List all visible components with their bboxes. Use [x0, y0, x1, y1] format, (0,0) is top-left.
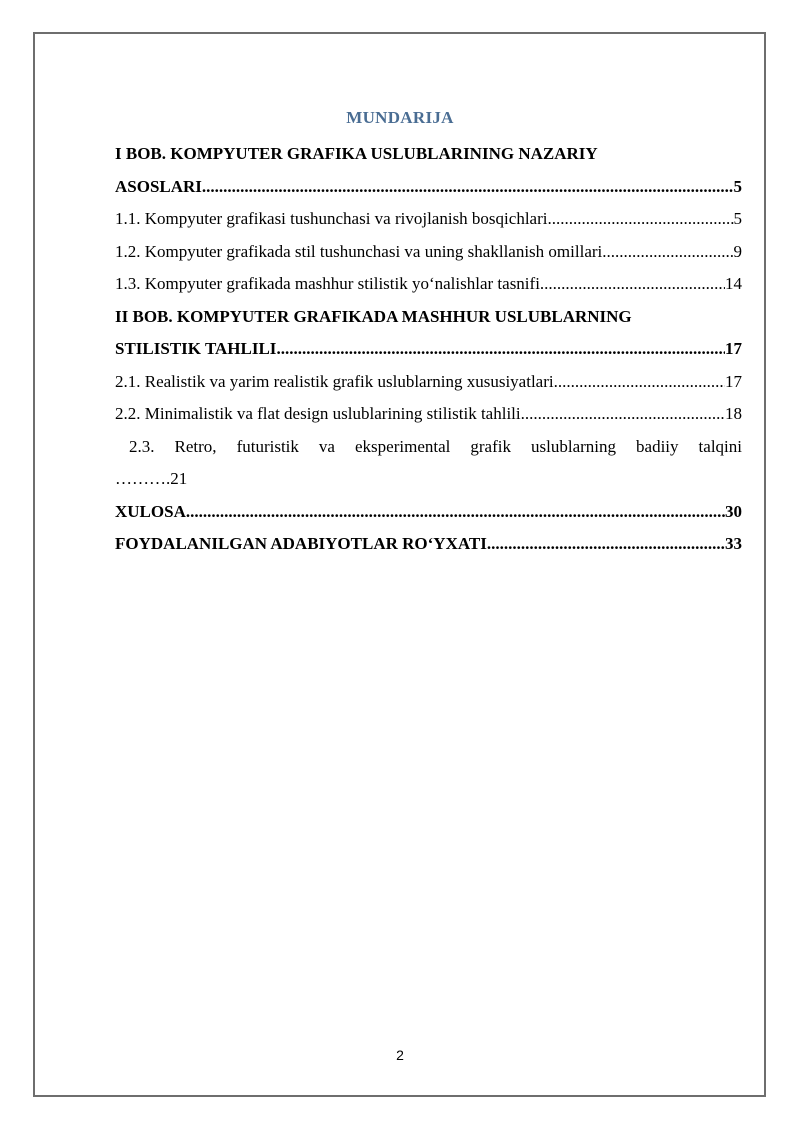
toc-item-text: 1.2. Kompyuter grafikada stil tushunchasi va uning shakllanish omillari: [115, 241, 603, 261]
toc-chapter-1-line1: I BOB. KOMPYUTER GRAFIKA USLUBLARINING NAZARIY: [115, 144, 598, 163]
toc-chapter-1-entry[interactable]: [115, 171, 742, 204]
table-of-contents: [115, 138, 742, 561]
toc-chapter-2-heading[interactable]: [115, 301, 742, 334]
toc-item-text: 2.1. Realistik va yarim realistik grafik uslublarning xususiyatlari: [115, 371, 554, 391]
toc-item-text: 2.3. Retro, futuristik va eksperimental grafik uslublarning badiiy talqini: [129, 436, 742, 456]
toc-item-text: 2.2. Minimalistik va flat design uslublarining stilistik tahlili: [115, 404, 521, 423]
dot-leader: [186, 496, 725, 529]
toc-item-text: 1.1. Kompyuter grafikasi tushunchasi va rivojlanish bosqichlari: [115, 209, 548, 228]
dot-leader: [521, 398, 725, 431]
toc-item-page: 17: [725, 371, 742, 391]
dot-leader: [602, 236, 733, 269]
page-number: 2: [396, 1047, 404, 1063]
toc-item-2-1[interactable]: [115, 366, 742, 399]
toc-title: MUNDARIJA: [346, 108, 454, 127]
dot-leader: [487, 528, 725, 561]
toc-references[interactable]: [115, 528, 742, 561]
toc-references-page: 33: [725, 534, 742, 553]
dot-leader: [202, 171, 734, 204]
dot-leader: [554, 366, 725, 399]
dot-leader: [547, 203, 733, 236]
toc-item-2-2[interactable]: [115, 398, 742, 431]
toc-chapter-2-line2: STILISTIK TAHLILI: [115, 339, 277, 358]
toc-item-page: 14: [725, 274, 742, 293]
toc-item-page: 9: [733, 241, 742, 261]
toc-chapter-2-page: 17: [725, 339, 742, 358]
toc-item-1-1[interactable]: [115, 203, 742, 236]
dot-leader: [276, 333, 725, 366]
toc-item-page: 18: [725, 404, 742, 423]
toc-chapter-2-entry[interactable]: [115, 333, 742, 366]
toc-item-2-3-line2[interactable]: [115, 463, 742, 496]
toc-item-1-2[interactable]: [115, 236, 742, 269]
toc-chapter-1-line2: ASOSLARI: [115, 176, 202, 196]
toc-references-text: FOYDALANILGAN ADABIYOTLAR RO‘YXATI: [115, 534, 487, 553]
toc-conclusion-page: 30: [725, 501, 742, 521]
toc-chapter-1-heading[interactable]: [115, 138, 742, 171]
toc-item-page: 5: [733, 209, 742, 228]
toc-item-1-3[interactable]: [115, 268, 742, 301]
toc-conclusion-text: XULOSA: [115, 501, 186, 521]
toc-conclusion[interactable]: [115, 496, 742, 529]
dot-leader: [540, 268, 725, 301]
toc-chapter-1-page: 5: [733, 176, 742, 196]
toc-item-text: 1.3. Kompyuter grafikada mashhur stilistik yo‘nalishlar tasnifi: [115, 274, 540, 293]
toc-item-2-3-line1[interactable]: [115, 431, 742, 464]
toc-item-page: ……….21: [115, 469, 188, 488]
toc-chapter-2-line1: II BOB. KOMPYUTER GRAFIKADA MASHHUR USLUBLARNING: [115, 306, 632, 326]
